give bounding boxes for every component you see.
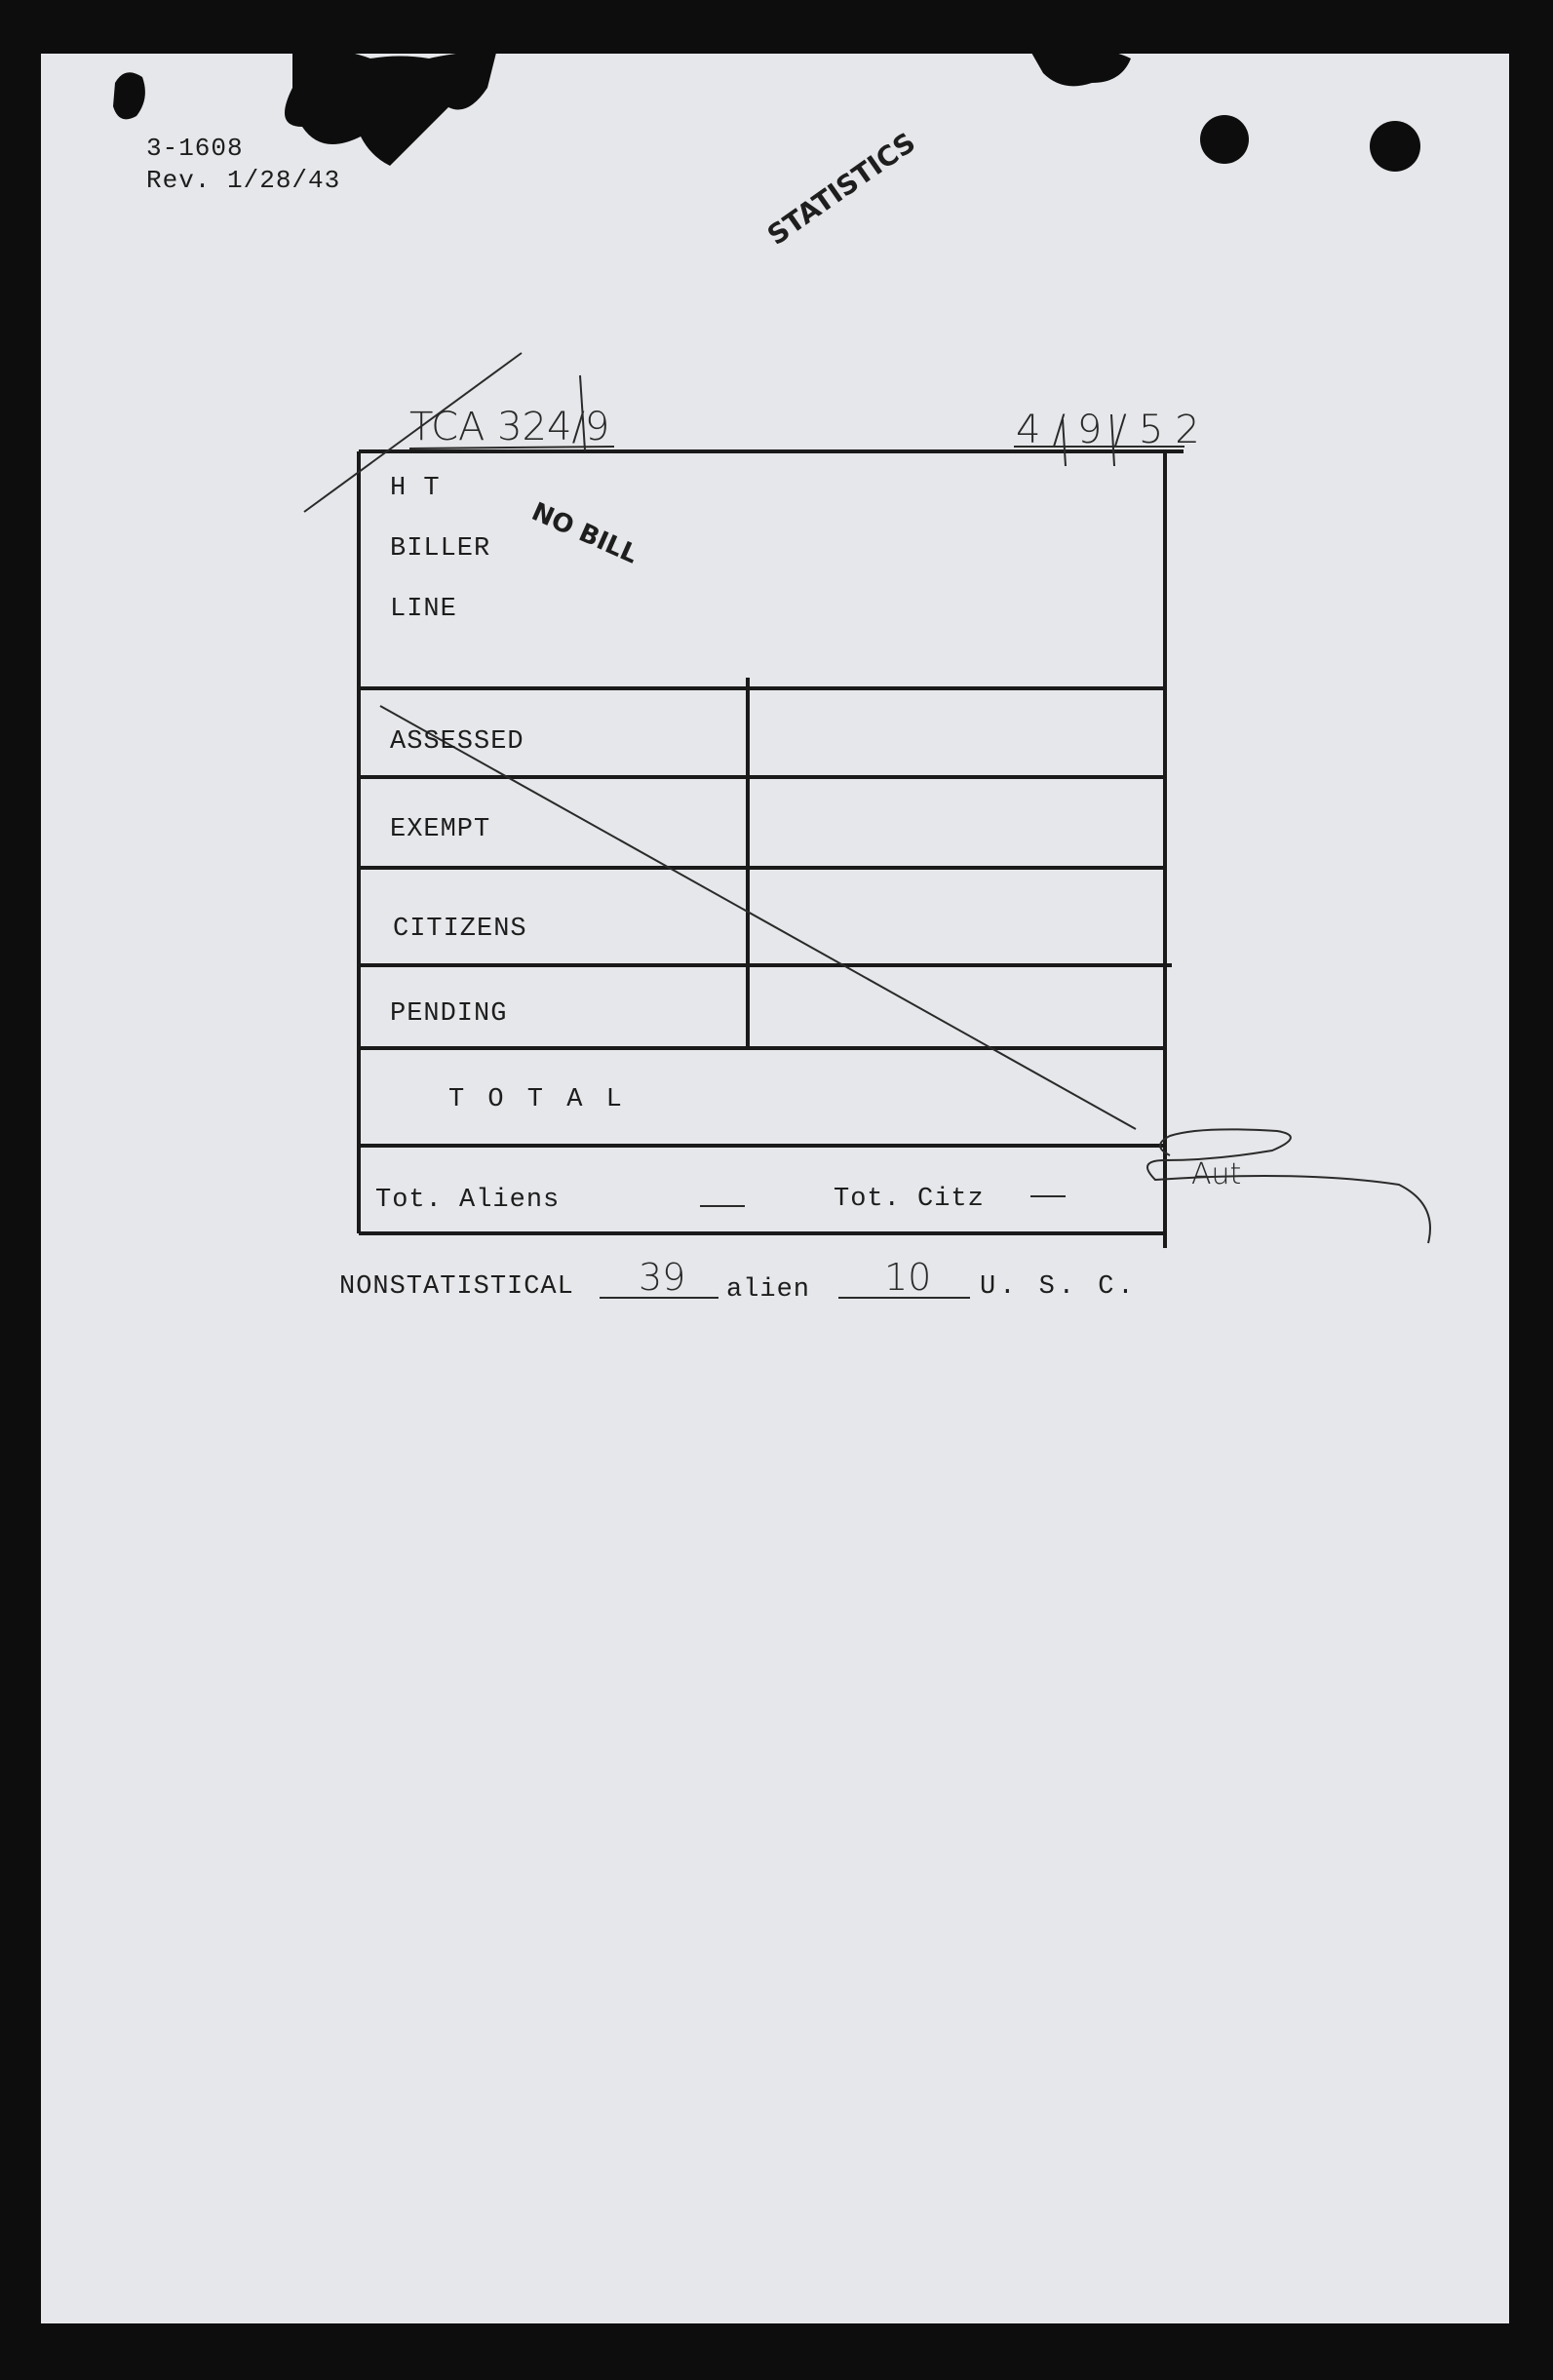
tot-aliens-label: Tot. Aliens [375,1186,561,1215]
handwritten-date: 4/9/52 [1016,408,1212,452]
ht-label: H T [390,474,441,503]
form-revision: Rev. 1/28/43 [146,166,341,195]
no-bill-stamp: NO BILL [526,497,642,570]
nonstat-usc-count: 10 [884,1256,932,1299]
tot-citz-label: Tot. Citz [834,1185,985,1214]
row-label-pending: PENDING [390,999,508,1029]
case-number: TCA 324/9 [409,405,610,449]
biller-label: BILLER [390,534,491,564]
row-label-citizens: CITIZENS [393,915,527,944]
line-label: LINE [390,595,457,624]
annotation-text: Aut [1191,1157,1242,1191]
row-label-assessed: ASSESSED [390,727,524,757]
statistics-stamp: STATISTICS [761,126,922,252]
nonstatistical-label: NONSTATISTICAL [339,1272,574,1302]
document-sheet [41,54,1509,2323]
nonstat-alien-count: 39 [639,1256,686,1299]
alien-label: alien [726,1275,811,1305]
form-number: 3-1608 [146,134,244,163]
row-label-exempt: EXEMPT [390,815,491,844]
usc-label: U. S. C. [980,1272,1138,1302]
total-label: T O T A L [448,1085,626,1114]
